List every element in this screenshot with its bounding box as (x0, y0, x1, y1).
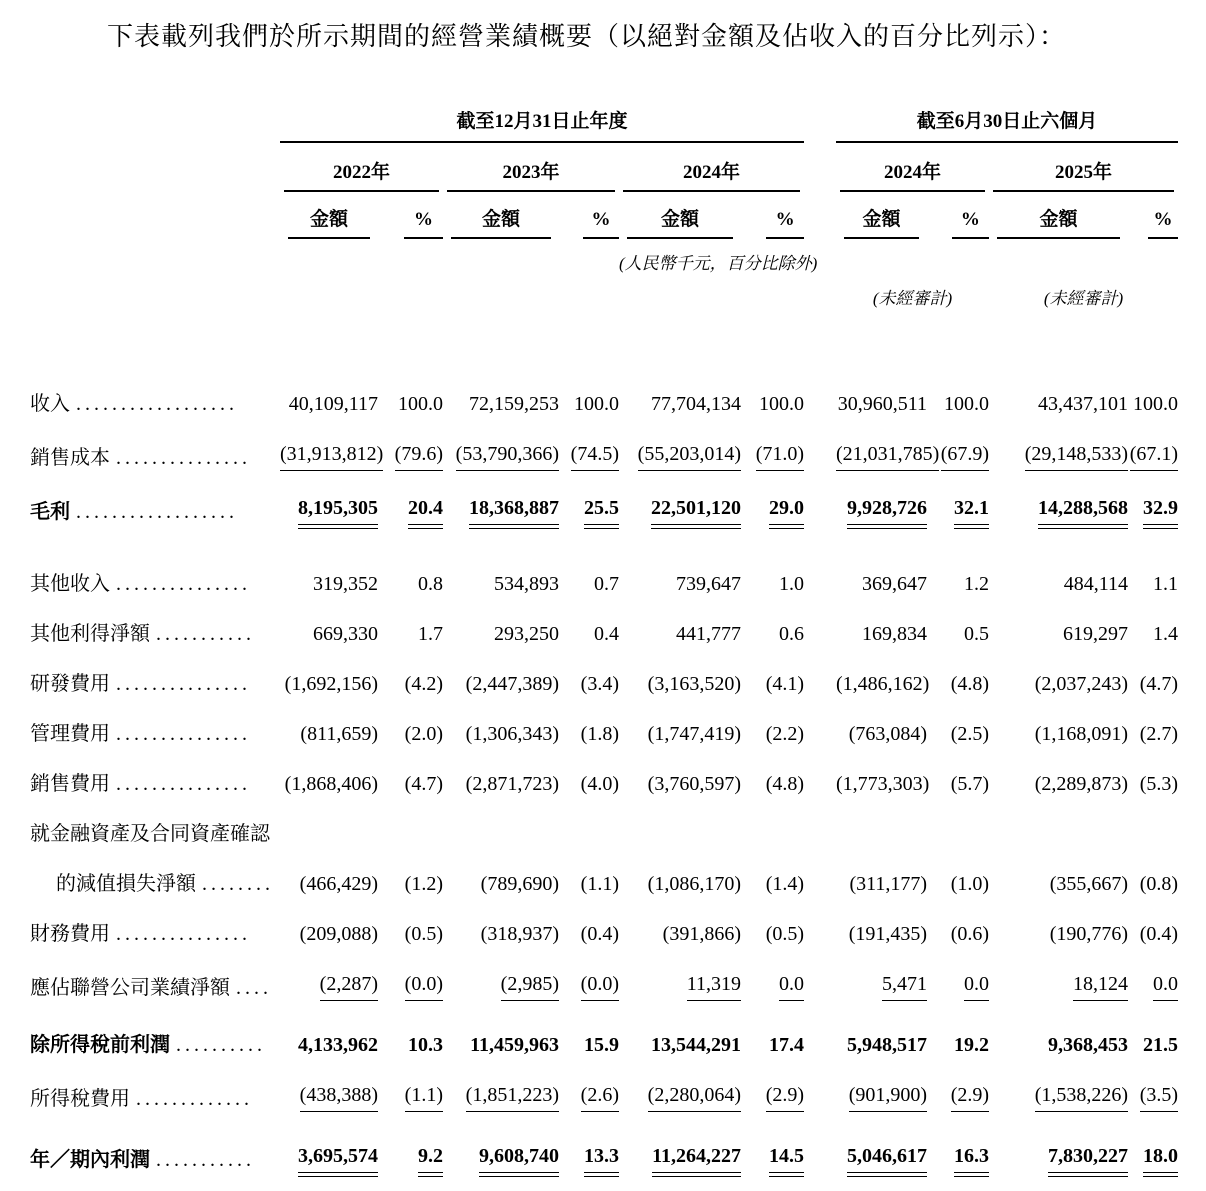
percent-cell: (4.7) (1139, 673, 1179, 695)
percent-cell: (1.4) (765, 873, 805, 895)
year-header-2024-interim: 2024年 (840, 157, 985, 192)
amount-cell: (2,280,064) (648, 1083, 741, 1112)
row-label: 收入 (30, 393, 70, 415)
amount-cell: (901,900) (849, 1083, 927, 1112)
amount-cell: 619,297 (1063, 623, 1129, 645)
percent-cell: (0.4) (580, 923, 619, 945)
amount-cell: (2,447,389) (465, 673, 559, 695)
leader-dots: ............... (116, 923, 251, 945)
leader-dots: ........... (156, 623, 255, 645)
currency-unit-note: (人民幣千元，百分比除外) (619, 254, 818, 273)
percent-cell: 1.2 (964, 573, 990, 595)
year-header-2025: 2025年 (993, 157, 1174, 192)
table-row-rd-expenses (30, 659, 1178, 709)
year-header-row (30, 143, 1178, 192)
amount-cell: 9,608,740 (479, 1144, 559, 1173)
amount-cell: 9,928,726 (847, 496, 927, 525)
percent-cell: 0.0 (1153, 972, 1178, 1001)
percent-cell: 100.0 (574, 393, 619, 415)
leader-dots: .................. (76, 393, 238, 415)
table-row-profit-before-tax (30, 1013, 1178, 1070)
amount-cell: (3,760,597) (647, 773, 741, 795)
leader-dots: ........... (156, 1149, 255, 1171)
row-label: 其他利得淨額 (30, 623, 150, 645)
percent-cell: (4.1) (765, 673, 805, 695)
table-row-finance-costs (30, 909, 1178, 959)
table-row-other-income (30, 543, 1178, 609)
row-label: 財務費用 (30, 923, 110, 945)
percent-cell: (2.5) (950, 723, 990, 745)
leader-dots: ........ (202, 873, 274, 895)
amount-cell: (2,037,243) (1034, 673, 1129, 695)
percent-cell: 17.4 (769, 1034, 805, 1056)
spacer-row (30, 309, 1178, 379)
amount-cell: 14,288,568 (1038, 496, 1128, 525)
unaudited-note-row (30, 274, 1178, 309)
amount-cell: 18,124 (1073, 972, 1128, 1001)
percent-cell: (74.5) (571, 442, 619, 471)
percent-cell: 19.2 (954, 1034, 990, 1056)
amount-cell: (438,388) (300, 1083, 378, 1112)
percent-cell: 14.5 (769, 1144, 804, 1173)
percent-cell: 32.1 (954, 496, 989, 525)
amount-cell: (191,435) (848, 923, 928, 945)
percent-cell: 9.2 (418, 1144, 443, 1173)
unit-note-row (30, 239, 1178, 274)
percent-cell: (2.7) (1139, 723, 1179, 745)
row-label: 銷售費用 (30, 773, 110, 795)
amount-cell: 22,501,120 (651, 496, 741, 525)
amount-cell: (2,985) (501, 972, 559, 1001)
table-row-gross-profit (30, 483, 1178, 543)
amount-cell: (190,776) (1049, 923, 1129, 945)
amount-cell: 11,319 (687, 972, 741, 1001)
amount-cell: (53,790,366) (456, 442, 559, 471)
percent-cell: (71.0) (756, 442, 804, 471)
percent-cell: 100.0 (944, 393, 990, 415)
percent-cell: (1.0) (950, 873, 990, 895)
percent-cell: 18.0 (1143, 1144, 1178, 1173)
percent-cell: (2.9) (951, 1083, 989, 1112)
percent-cell: (3.4) (580, 673, 619, 695)
table-row-cost-of-sales (30, 429, 1178, 483)
percent-cell: 1.1 (1153, 573, 1179, 595)
table-row-selling-expenses (30, 759, 1178, 809)
amount-cell: 3,695,574 (298, 1144, 378, 1173)
percent-cell: 100.0 (398, 393, 443, 415)
percent-column-header: % (766, 209, 804, 239)
percent-cell: (1.8) (580, 723, 619, 745)
year-header-2023: 2023年 (447, 157, 615, 192)
unaudited-note: (未經審計) (872, 289, 953, 308)
amount-cell: 5,471 (882, 972, 927, 1001)
percent-cell: (67.9) (941, 442, 989, 471)
amount-cell: 43,437,101 (1038, 393, 1129, 415)
amount-cell: 9,368,453 (1048, 1034, 1129, 1056)
percent-cell: (0.4) (1139, 923, 1179, 945)
amount-cell: (391,866) (662, 923, 741, 945)
percent-cell: (5.3) (1139, 773, 1179, 795)
amount-column-header: 金額 (288, 204, 370, 239)
percent-cell: (2.9) (766, 1083, 804, 1112)
amount-cell: 7,830,227 (1048, 1144, 1128, 1173)
amount-cell: (311,177) (849, 873, 928, 895)
amount-cell: (1,868,406) (284, 773, 378, 795)
leader-dots: ............... (116, 773, 251, 795)
amount-cell: (466,429) (299, 873, 378, 895)
amount-column-header: 金額 (997, 204, 1120, 239)
amount-cell: 11,459,963 (470, 1034, 559, 1056)
row-label: 的減值損失淨額 (56, 873, 196, 895)
amount-cell: (1,538,226) (1035, 1083, 1128, 1112)
percent-cell: (79.6) (395, 442, 443, 471)
amount-column-header: 金額 (844, 204, 919, 239)
amount-cell: 77,704,134 (651, 393, 741, 415)
percent-cell: 0.0 (779, 972, 804, 1001)
amount-cell: (2,289,873) (1034, 773, 1129, 795)
amount-cell: (21,031,785) (836, 442, 939, 471)
amount-cell: (318,937) (480, 923, 559, 945)
amount-cell: (763,084) (848, 723, 928, 745)
percent-cell: 0.0 (964, 972, 989, 1001)
leader-dots: .................. (76, 501, 238, 523)
row-label: 銷售成本 (30, 447, 110, 469)
percent-column-header: % (404, 209, 443, 239)
amount-cell: 534,893 (494, 573, 559, 595)
percent-cell: 100.0 (1133, 393, 1179, 415)
amount-cell: 8,195,305 (298, 496, 378, 525)
table-row-profit-for-period (30, 1124, 1178, 1191)
percent-cell: 21.5 (1143, 1034, 1179, 1056)
amount-cell: (1,306,343) (465, 723, 559, 745)
amount-cell: 319,352 (313, 573, 378, 595)
amount-cell: 18,368,887 (469, 496, 559, 525)
amount-cell: (1,851,223) (466, 1083, 559, 1112)
amount-cell: (2,871,723) (465, 773, 559, 795)
amount-cell: 169,834 (862, 623, 928, 645)
row-label: 毛利 (30, 501, 70, 523)
amount-cell: 5,948,517 (847, 1034, 928, 1056)
row-label: 除所得稅前利潤 (30, 1034, 170, 1056)
table-row-impairment-label (30, 809, 1178, 859)
leader-dots: .... (236, 977, 272, 999)
amount-cell: (55,203,014) (638, 442, 741, 471)
row-label: 就金融資產及合同資產確認 (30, 823, 270, 845)
percent-cell: 25.5 (584, 496, 619, 525)
amount-cell: (31,913,812) (280, 442, 383, 471)
row-label: 研發費用 (30, 673, 110, 695)
percent-column-header: % (1148, 209, 1178, 239)
percent-cell: 100.0 (759, 393, 805, 415)
amount-column-header: 金額 (451, 204, 551, 239)
percent-cell: (0.5) (404, 923, 443, 945)
percent-cell: 1.7 (418, 623, 443, 645)
amount-cell: (1,168,091) (1034, 723, 1129, 745)
period-group-row (30, 106, 1178, 143)
percent-cell: 29.0 (769, 496, 804, 525)
amount-cell: (209,088) (299, 923, 378, 945)
amount-cell: 13,544,291 (651, 1034, 741, 1056)
percent-cell: (5.7) (950, 773, 990, 795)
percent-cell: 0.4 (594, 623, 619, 645)
amount-cell: 441,777 (676, 623, 741, 645)
table-row-impairment-values (30, 859, 1178, 909)
row-label: 年／期內利潤 (30, 1149, 150, 1171)
percent-column-header: % (583, 209, 619, 239)
percent-cell: (1.1) (580, 873, 619, 895)
percent-cell: 13.3 (584, 1144, 619, 1173)
leader-dots: ............... (116, 723, 251, 745)
percent-cell: 0.5 (964, 623, 990, 645)
amount-cell: (1,773,303) (836, 773, 930, 795)
percent-cell: (1.2) (404, 873, 443, 895)
table-row-share-of-associates (30, 959, 1178, 1013)
percent-cell: (0.0) (405, 972, 443, 1001)
amount-cell: (29,148,533) (1025, 442, 1128, 471)
leader-dots: ............... (116, 447, 251, 469)
row-label: 所得稅費用 (30, 1088, 130, 1110)
percent-cell: 10.3 (408, 1034, 443, 1056)
percent-cell: (3.5) (1140, 1083, 1178, 1112)
amount-cell: 4,133,962 (298, 1034, 378, 1056)
amount-column-header: 金額 (627, 204, 733, 239)
percent-cell: (0.8) (1139, 873, 1179, 895)
unaudited-note: (未經審計) (1043, 289, 1124, 308)
intro-paragraph: 下表載列我們於所示期間的經營業績概要（以絕對金額及佔收入的百分比列示）： (107, 22, 1067, 51)
period-group-header-interim: 截至6月30日止六個月 (836, 106, 1178, 143)
percent-cell: (2.6) (581, 1083, 619, 1112)
amount-cell: (789,690) (480, 873, 559, 895)
percent-cell: 1.0 (779, 573, 805, 595)
amount-cell: 369,647 (862, 573, 928, 595)
percent-column-header: % (952, 209, 989, 239)
amount-cell: (1,692,156) (284, 673, 378, 695)
amount-cell: 5,046,617 (847, 1144, 927, 1173)
amount-cell: (811,659) (300, 723, 378, 745)
amount-cell: (1,747,419) (647, 723, 741, 745)
percent-cell: 15.9 (584, 1034, 619, 1056)
percent-cell: (4.2) (404, 673, 443, 695)
percent-cell: 0.7 (594, 573, 619, 595)
percent-cell: (4.0) (580, 773, 619, 795)
percent-cell: (0.5) (765, 923, 805, 945)
row-label: 應佔聯營公司業績淨額 (30, 977, 230, 999)
percent-cell: (67.1) (1130, 442, 1178, 471)
percent-cell: (0.6) (950, 923, 990, 945)
percent-cell: (4.7) (404, 773, 443, 795)
table-row-admin-expenses (30, 709, 1178, 759)
percent-cell: (1.1) (405, 1083, 443, 1112)
amount-cell: 30,960,511 (837, 393, 928, 415)
amount-cell: (355,667) (1049, 873, 1129, 895)
amount-cell: 72,159,253 (469, 393, 559, 415)
percent-cell: 20.4 (408, 496, 443, 525)
row-label: 管理費用 (30, 723, 110, 745)
leader-dots: ............... (116, 673, 251, 695)
percent-cell: 0.8 (418, 573, 443, 595)
amount-cell: 40,109,117 (288, 393, 378, 415)
percent-cell: (2.2) (765, 723, 805, 745)
period-group-header-annual: 截至12月31日止年度 (280, 106, 804, 143)
amount-cell: 11,264,227 (652, 1144, 741, 1173)
table-row-income-tax (30, 1070, 1178, 1124)
leader-dots: .......... (176, 1034, 266, 1056)
row-label: 其他收入 (30, 573, 110, 595)
amount-cell: 293,250 (494, 623, 559, 645)
subcolumn-header-row (30, 192, 1178, 239)
percent-cell: 32.9 (1143, 496, 1178, 525)
amount-cell: (1,086,170) (647, 873, 741, 895)
percent-cell: (4.8) (950, 673, 990, 695)
amount-cell: (1,486,162) (836, 673, 930, 695)
percent-cell: (4.8) (765, 773, 805, 795)
leader-dots: ............. (136, 1088, 253, 1110)
percent-cell: 1.4 (1153, 623, 1179, 645)
amount-cell: (3,163,520) (647, 673, 741, 695)
amount-cell: 484,114 (1063, 573, 1129, 595)
leader-dots: ............... (116, 573, 251, 595)
year-header-2022: 2022年 (284, 157, 439, 192)
amount-cell: 669,330 (313, 623, 378, 645)
year-header-2024: 2024年 (623, 157, 800, 192)
percent-cell: (0.0) (581, 972, 619, 1001)
amount-cell: 739,647 (676, 573, 741, 595)
percent-cell: (2.0) (404, 723, 443, 745)
table-row-other-net-gains (30, 609, 1178, 659)
percent-cell: 16.3 (954, 1144, 989, 1173)
percent-cell: 0.6 (779, 623, 805, 645)
amount-cell: (2,287) (320, 972, 378, 1001)
financial-results-table (30, 106, 1178, 1191)
table-row-revenue (30, 379, 1178, 429)
